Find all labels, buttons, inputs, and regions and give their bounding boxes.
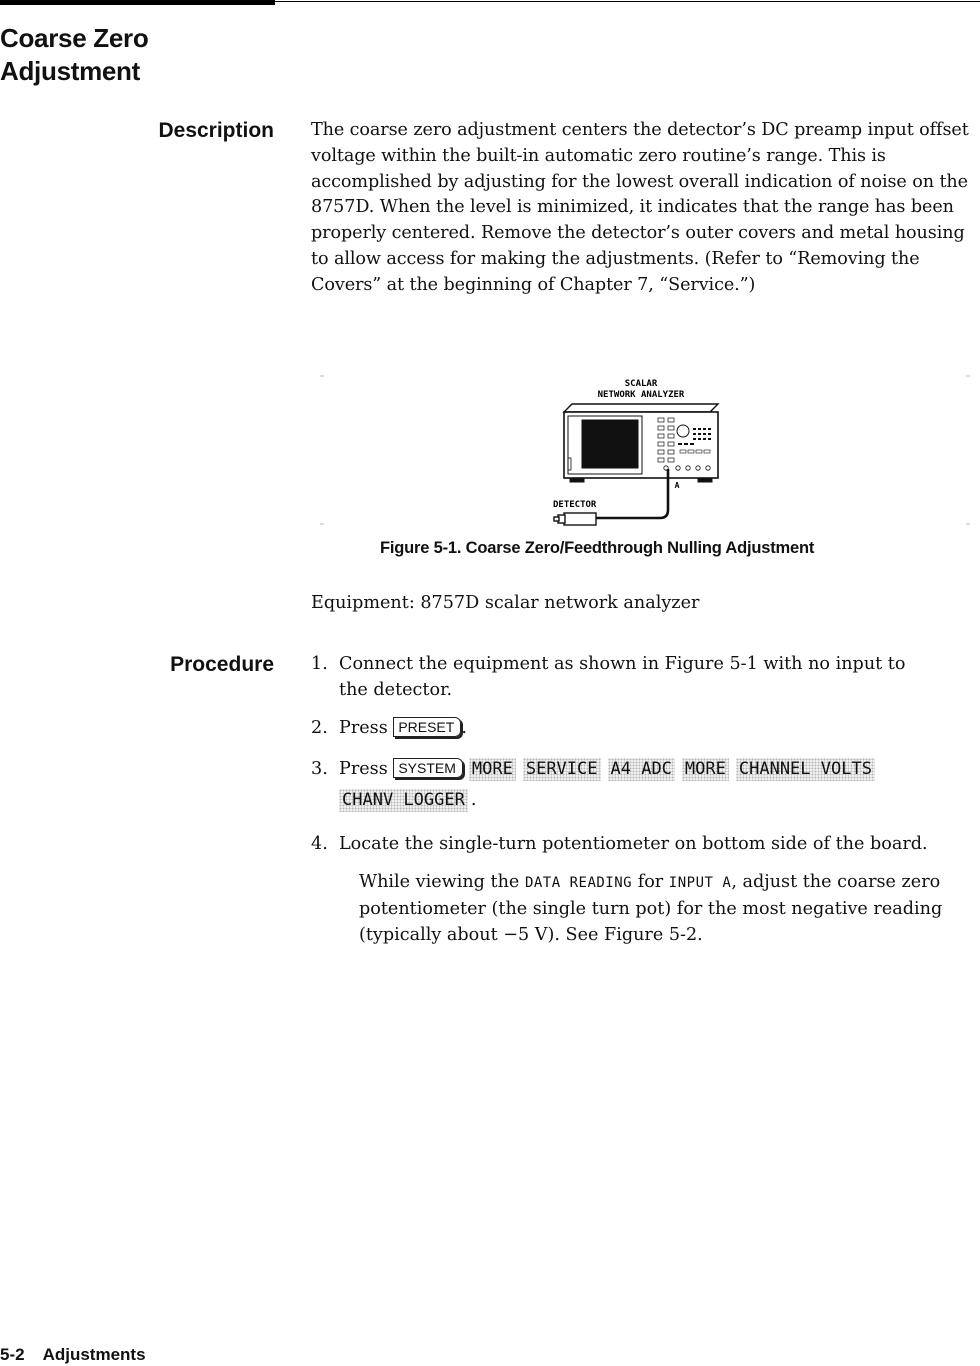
step-number: 4. [311, 834, 328, 854]
footer-section: Adjustments [42, 1345, 146, 1364]
softkey-a4-adc[interactable]: A4 ADC [608, 758, 675, 781]
softkey-channel-volts[interactable]: CHANNEL VOLTS [736, 758, 875, 781]
procedure-heading: Procedure [170, 653, 274, 676]
figure-5-1-diagram [320, 372, 970, 528]
header-rule-thick [0, 0, 275, 5]
procedure-step-4 [311, 832, 928, 858]
page-title-line2: Adjustment [0, 56, 141, 86]
procedure-step-2 [311, 716, 467, 742]
port-a-label: A [674, 481, 680, 490]
analyzer-instrument [564, 404, 718, 482]
equipment-line: Equipment: 8757D scalar network analyzer [311, 593, 700, 613]
note-text-pre: While viewing the [359, 872, 520, 892]
figure-caption: Figure 5-1. Coarse Zero/Feedthrough Nulling Adjustment [380, 539, 815, 557]
softkey-more-2[interactable]: MORE [682, 758, 729, 781]
header-rule-thin [275, 1, 980, 2]
analyzer-screen [582, 420, 638, 468]
step-1-text-line1: Connect the equipment as shown in Figure 5-1 with no input to [339, 654, 906, 674]
step-3-period: . [470, 789, 477, 810]
step-3-text: Press [339, 759, 388, 779]
softkey-chanv-logger[interactable]: CHANV LOGGER [339, 789, 468, 812]
description-paragraph: The coarse zero adjustment centers the detector’s DC preamp input offset voltage within the built-in automatic zero routine’s range. This is accomplished by adjusting for the lowest overall indication of noise on the 8757D. When the level is minimized, it indicates that the range has been properly centered. Remove the detector’s outer covers and metal housing to allow access for making the adjustments. (Refer to “Removing the Covers” at the beginning of Chapter 7, “Service.”) [311, 120, 969, 295]
procedure-step-3 [311, 757, 878, 814]
preset-key[interactable]: PRESET [393, 717, 461, 737]
page-title [0, 22, 148, 88]
page-title-line1: Coarse Zero [0, 23, 149, 53]
note-text-post: , adjust the coarse zero potentiometer (the single turn pot) for the most negative reading (typically about −5 V). See Figure 5-2. [359, 872, 943, 945]
step-number: 1. [311, 654, 328, 674]
procedure-step-1 [311, 652, 905, 704]
step-number: 3. [311, 759, 328, 779]
step-4-text: Locate the single-turn potentiometer on bottom side of the board. [339, 834, 928, 854]
screen-text-input-a: INPUT A [668, 875, 732, 891]
page-footer [0, 1345, 146, 1365]
description-heading: Description [158, 119, 274, 142]
page-number: 5-2 [0, 1345, 25, 1364]
step-2-text: Press [339, 718, 388, 738]
analyzer-label-line2: NETWORK ANALYZER [597, 390, 685, 400]
analyzer-label-line1: SCALAR [624, 379, 658, 389]
step-2-period: . [461, 718, 467, 738]
detector-label: DETECTOR [553, 500, 597, 510]
softkey-more[interactable]: MORE [469, 758, 516, 781]
step-4-detail [359, 870, 979, 948]
screen-text-data-reading: DATA READING [524, 875, 633, 891]
system-key[interactable]: SYSTEM [393, 758, 463, 778]
note-text-mid: for [637, 872, 664, 892]
step-number: 2. [311, 718, 328, 738]
softkey-service[interactable]: SERVICE [523, 758, 601, 781]
detector-device [554, 513, 596, 525]
step-1-text-line2: the detector. [339, 679, 453, 700]
